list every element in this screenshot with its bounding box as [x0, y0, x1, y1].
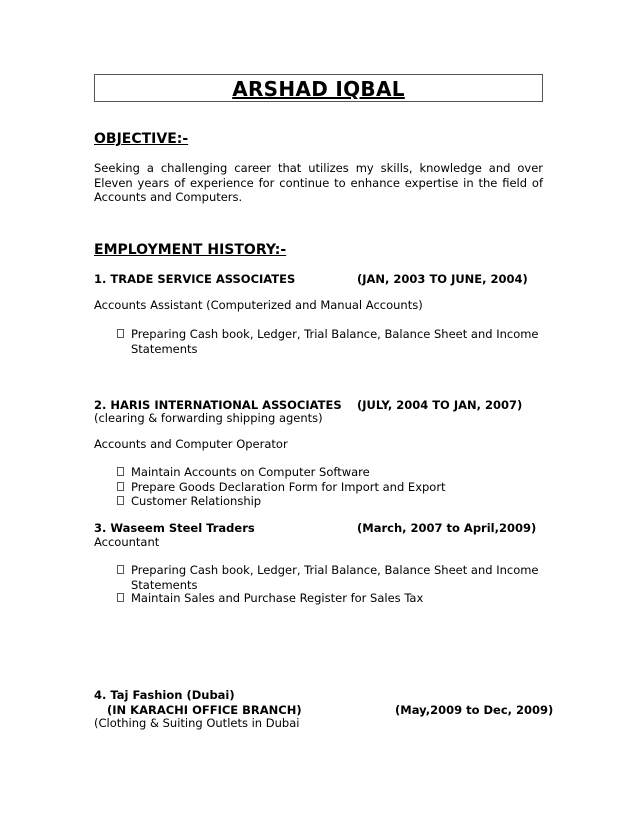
job-1-company: 1. TRADE SERVICE ASSOCIATES: [94, 272, 296, 286]
duty-line-2: Statements: [131, 577, 198, 592]
job-2-role: Accounts and Computer Operator: [94, 437, 288, 451]
job-3-role: Accountant: [94, 535, 160, 549]
duty-line-1: Prepare Goods Declaration Form for Import and Export: [131, 480, 446, 494]
name-header-box: [94, 74, 543, 102]
duty-line-2: Statements: [131, 341, 198, 356]
job-3-period: (March, 2007 to April,2009): [357, 521, 537, 535]
bullet-icon: [117, 482, 124, 491]
job-4-subtitle: (Clothing & Suiting Outlets in Dubai: [94, 716, 300, 730]
employment-heading: EMPLOYMENT HISTORY:-: [94, 242, 287, 258]
candidate-name: ARSHAD IQBAL: [232, 77, 405, 101]
job-1-period: (JAN, 2003 TO JUNE, 2004): [357, 272, 528, 286]
objective-heading: OBJECTIVE:-: [94, 131, 189, 147]
job-2-company: 2. HARIS INTERNATIONAL ASSOCIATES: [94, 398, 342, 412]
duty-line-1: Maintain Accounts on Computer Software: [131, 465, 370, 479]
objective-text: Seeking a challenging career that utilizes my skills, knowledge and over Eleven years of experience for continue to enhance expertise in the field of Accounts and Computers.: [94, 161, 543, 204]
duty-line-1: Preparing Cash book, Ledger, Trial Balance, Balance Sheet and Income: [131, 563, 539, 577]
bullet-icon: [117, 593, 124, 602]
job-2-period: (JULY, 2004 TO JAN, 2007): [357, 398, 523, 412]
job-2-subtitle: (clearing & forwarding shipping agents): [94, 411, 323, 425]
job-4-period: (May,2009 to Dec, 2009): [395, 703, 554, 717]
duty-line-1: Preparing Cash book, Ledger, Trial Balance, Balance Sheet and Income: [131, 327, 539, 341]
bullet-icon: [117, 496, 124, 505]
duty-line-1: Maintain Sales and Purchase Register for Sales Tax: [131, 591, 424, 605]
bullet-icon: [117, 565, 124, 574]
job-3-company: 3. Waseem Steel Traders: [94, 521, 255, 535]
duty-line-1: Customer Relationship: [131, 494, 262, 508]
job-4-company: 4. Taj Fashion (Dubai): [94, 688, 235, 702]
bullet-icon: [117, 467, 124, 476]
bullet-icon: [117, 329, 124, 338]
job-1-role: Accounts Assistant (Computerized and Manual Accounts): [94, 298, 423, 312]
job-4-branch: (IN KARACHI OFFICE BRANCH): [107, 703, 302, 717]
